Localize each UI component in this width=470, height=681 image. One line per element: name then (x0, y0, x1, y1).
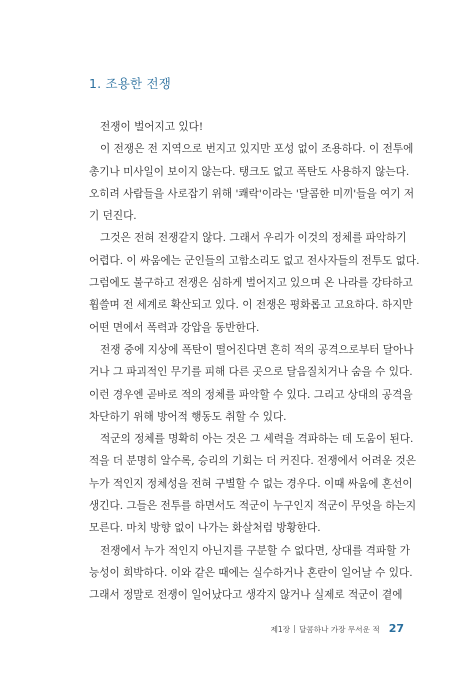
paragraph-line: 그럼에도 불구하고 전쟁은 심하게 벌어지고 있으며 온 나라를 강타하고 (89, 277, 413, 290)
section-title: 1. 조용한 전쟁 (89, 76, 172, 91)
paragraph-line: 이 전쟁은 전 지역으로 번지고 있지만 포성 없이 조용하다. 이 전투에 (100, 143, 414, 156)
paragraph-line: 어렵다. 이 싸움에는 군인들의 고함소리도 없고 전사자들의 전투도 없다. (89, 254, 420, 267)
paragraph-line: 전쟁이 벌어지고 있다! (100, 121, 204, 133)
chapter-label: 제1장 (270, 625, 291, 634)
body-text (89, 116, 420, 607)
paragraph-line: 전쟁에서 누가 적인지 아닌지를 구분할 수 없다면, 상대를 격파할 가 (100, 544, 410, 557)
paragraph-line: 적을 더 분명히 알수록, 승리의 기회는 더 커진다. 전쟁에서 어려운 것은 (89, 455, 416, 468)
paragraph-line: 총기나 미사일이 보이지 않는다. 탱크도 없고 폭탄도 사용하지 않는다. (89, 165, 410, 178)
paragraph-line: 기 던진다. (89, 210, 137, 223)
paragraph-line: 거나 그 파괴적인 무기를 피해 다른 곳으로 달음질치거나 숨을 수 있다. (89, 366, 413, 379)
paragraph-line: 능성이 희박하다. 이와 같은 때에는 실수하거나 혼란이 일어날 수 있다. (89, 566, 413, 579)
paragraph-line: 이런 경우엔 곧바로 적의 정체를 파악할 수 있다. 그리고 상대의 공격을 (89, 388, 413, 401)
paragraph-line: 그래서 정말로 전쟁이 일어났다고 생각지 않거나 실제로 적군이 곁에 (89, 589, 403, 602)
paragraph-line: 차단하기 위해 방어적 행동도 취할 수 있다. (89, 410, 287, 423)
paragraph-line: 어떤 면에서 폭력과 강압을 동반한다. (89, 321, 260, 334)
chapter-title: 달콤하나 가장 무서운 적 (299, 625, 380, 634)
page-number: 27 (388, 622, 404, 635)
paragraph-line: 모른다. 마치 방향 없이 나가는 화살처럼 방황한다. (89, 522, 321, 535)
paragraph-line: 전쟁 중에 지상에 폭탄이 떨어진다면 흔히 적의 공격으로부터 달아나 (100, 343, 414, 356)
paragraph-line: 누가 적인지 정체성을 전혀 구별할 수 없는 경우다. 이때 싸움에 혼선이 (89, 477, 413, 490)
paragraph-line: 적군의 정체를 명확히 아는 것은 그 세력을 격파하는 데 도움이 된다. (100, 433, 414, 446)
page-footer (271, 622, 404, 635)
paragraph-line: 생긴다. 그들은 전투를 하면서도 적군이 누구인지 적군이 무엇을 하는지 (89, 500, 417, 513)
paragraph-line: 그것은 전혀 전쟁같지 않다. 그래서 우리가 이것의 정체를 파악하기 (100, 232, 407, 245)
footer-divider (294, 625, 295, 633)
paragraph-line: 휩쓸며 전 세계로 확산되고 있다. 이 전쟁은 평화롭고 고요하다. 하지만 (89, 299, 413, 312)
paragraph-line: 오히려 사람들을 사로잡기 위해 '쾌락'이라는 '달콤한 미끼'들을 여기 저 (89, 187, 415, 200)
